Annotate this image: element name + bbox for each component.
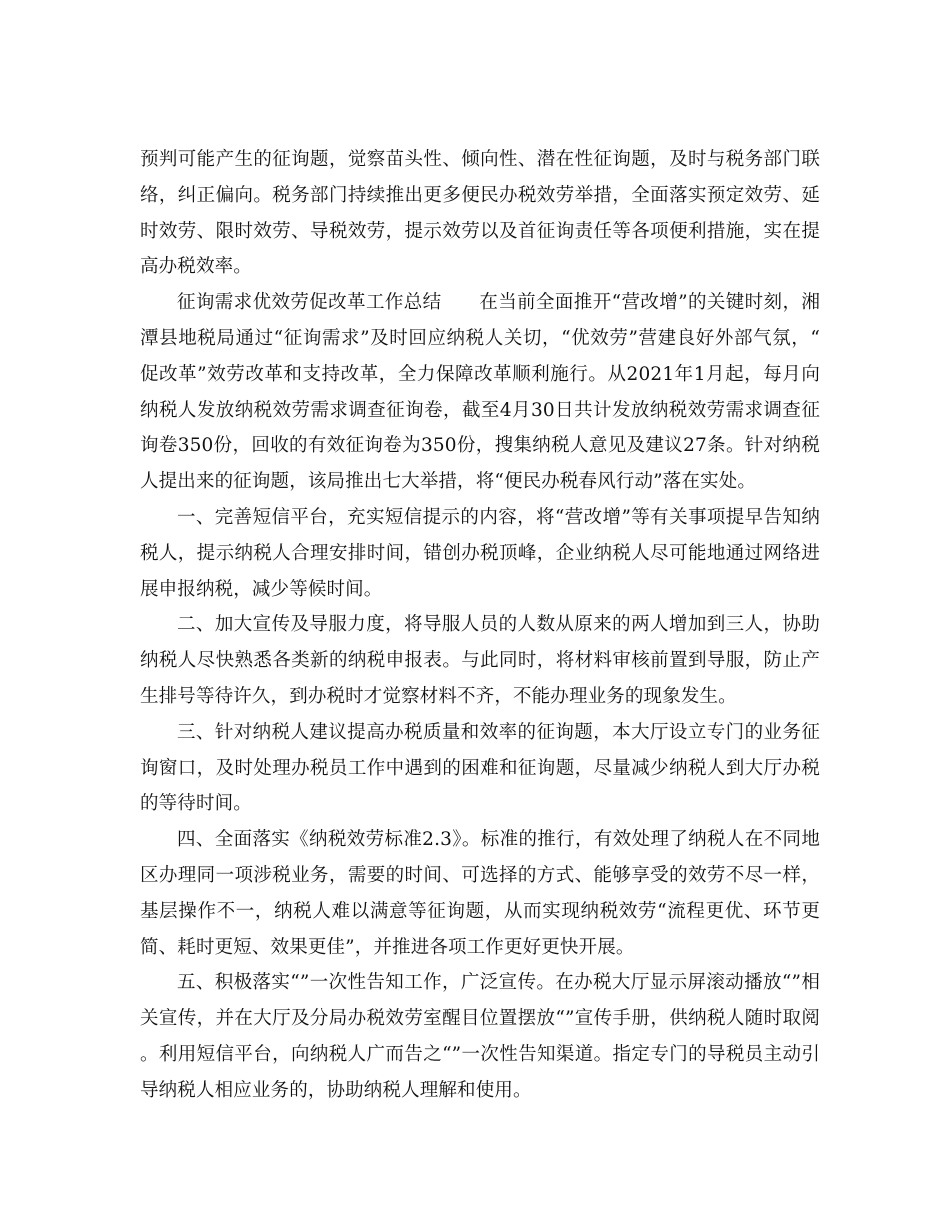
- paragraph-continuation: 预判可能产生的征询题，觉察苗头性、倾向性、潜在性征询题，及时与税务部门联络，纠正偏向。税务部门持续推出更多便民办税效劳举措，全面落实预定效劳、延时效劳、限时效劳、导税效劳，提示效劳以及首征询责任等各项便利措施，实在提高办税效率。: [140, 149, 820, 278]
- paragraph-measure-4: 四、全面落实《纳税效劳标准2.3》。标准的推行，有效处理了纳税人在不同地区办理同一项涉税业务，需要的时间、可选择的方式、能够享受的效劳不尽一样，基层操作不一，纳税人难以满意等征询题，从而实现纳税效劳“流程更优、环节更简、耗时更短、效果更佳”，并推进各项工作更好更快开展。: [140, 829, 820, 958]
- paragraph-measure-5: 五、积极落实“”一次性告知工作，广泛宣传。在办税大厅显示屏滚动播放“”相关宣传，并在大厅及分局办税效劳室醒目位置摆放“”宣传手册，供纳税人随时取阅。利用短信平台，向纳税人广而告之“”一次性告知渠道。指定专门的导税员主动引导纳税人相应业务的，协助纳税人理解和使用。: [140, 972, 820, 1101]
- paragraph-measure-3: 三、针对纳税人建议提高办税质量和效率的征询题，本大厅设立专门的业务征询窗口，及时处理办税员工作中遇到的困难和征询题，尽量减少纳税人到大厅办税的等待时间。: [140, 721, 820, 815]
- paragraph-measure-2: 二、加大宣传及导服力度，将导服人员的人数从原来的两人增加到三人，协助纳税人尽快熟悉各类新的纳税申报表。与此同时，将材料审核前置到导服，防止产生排号等待许久，到办税时才觉察材料不齐，不能办理业务的现象发生。: [140, 614, 820, 707]
- document-body: [140, 142, 820, 1109]
- paragraph-summary: 征询需求优效劳促改革工作总结 在当前全面推开“营改增”的关键时刻，湘潭县地税局通过“征询需求”及时回应纳税人关切，“优效劳”营建良好外部气氛，“促改革”效劳改革和支持改革，全力保障改革顺利施行。从2021年1月起，每月向纳税人发放纳税效劳需求调查征询卷，截至4月30日共计发放纳税效劳需求调查征询卷350份，回收的有效征询卷为350份，搜集纳税人意见及建议27条。针对纳税人提出来的征询题，该局推出七大举措，将“便民办税春风行动”落在实处。: [140, 292, 820, 493]
- paragraph-measure-1: 一、完善短信平台，充实短信提示的内容，将“营改增”等有关事项提早告知纳税人，提示纳税人合理安排时间，错创办税顶峰，企业纳税人尽可能地通过网络进展申报纳税，减少等候时间。: [140, 506, 820, 600]
